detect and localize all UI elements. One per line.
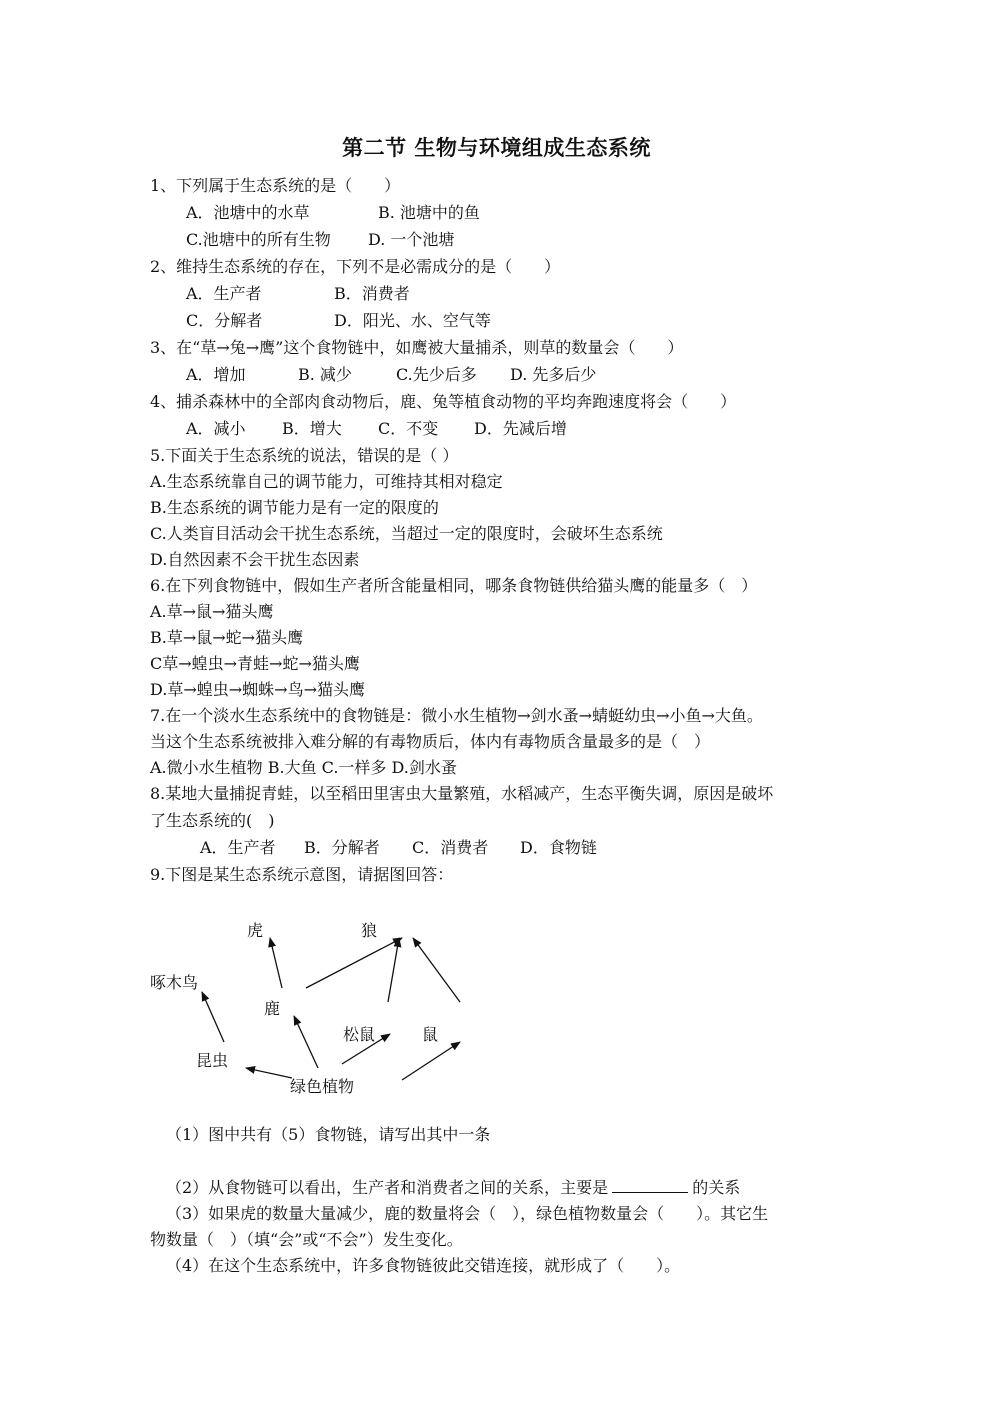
q1-option-b: B. 池塘中的鱼 (378, 203, 480, 222)
q7-stem-line1: 7.在一个淡水生态系统中的食物链是：微小水生植物→剑水蚤→蜻蜓幼虫→小鱼→大鱼。 (150, 706, 763, 725)
q8-option-b: B．分解者 (304, 838, 380, 857)
q9-sub2-blank (612, 1178, 688, 1193)
q5-option-a: A.生态系统靠自己的调节能力，可维持其相对稳定 (150, 472, 503, 491)
q5-stem: 5.下面关于生态系统的说法，错误的是（ ） (150, 446, 459, 465)
q3-option-b: B. 减少 (298, 365, 352, 384)
q5-option-b: B.生态系统的调节能力是有一定的限度的 (150, 498, 439, 517)
node-deer: 鹿 (264, 999, 281, 1018)
q3-option-d: D. 先多后少 (510, 365, 597, 384)
q1-stem: 1、下列属于生态系统的是（ ） (150, 176, 401, 195)
q6-option-d: D.草→蝗虫→蜘蛛→鸟→猫头鹰 (150, 680, 365, 699)
q9-stem: 9.下图是某生态系统示意图，请据图回答： (150, 865, 454, 884)
node-woodpecker: 啄木鸟 (150, 973, 199, 992)
arrow-plants-to-mouse (402, 1042, 460, 1080)
q4-option-b: B．增大 (282, 419, 342, 438)
q1-option-d: D. 一个池塘 (368, 230, 455, 249)
q6-option-a: A.草→鼠→猫头鹰 (150, 602, 274, 621)
q1-option-c: C.池塘中的所有生物 (186, 230, 331, 249)
q9-sub2 (166, 1177, 740, 1199)
q2-option-b: B．消费者 (334, 284, 410, 303)
q6-option-b: B.草→鼠→蛇→猫头鹰 (150, 628, 304, 647)
q6-option-c: C草→蝗虫→青蛙→蛇→猫头鹰 (150, 654, 360, 673)
q5-option-d: D.自然因素不会干扰生态因素 (150, 550, 360, 569)
q2-option-c: C．分解者 (186, 311, 263, 330)
q5-option-c: C.人类盲目活动会干扰生态系统，当超过一定的限度时，会破坏生态系统 (150, 524, 663, 543)
node-insect: 昆虫 (196, 1051, 229, 1070)
q2-stem: 2、维持生态系统的存在，下列不是必需成分的是（ ） (150, 257, 561, 276)
arrow-plants-to-deer (294, 1016, 318, 1068)
arrow-plants-to-insect (246, 1068, 292, 1078)
node-tiger: 虎 (247, 921, 264, 940)
q1-option-a: A．池塘中的水草 (186, 203, 310, 222)
q9-sub1: （1）图中共有（5）食物链，请写出其中一条 (166, 1125, 491, 1144)
q8-option-c: C．消费者 (412, 838, 489, 857)
q7-stem-line2: 当这个生态系统被排入难分解的有毒物质后，体内有毒物质含量最多的是（ ） (150, 732, 711, 751)
food-web-diagram (140, 900, 500, 1100)
arrow-insect-to-woodpecker (202, 992, 224, 1042)
q4-option-a: A．减小 (186, 419, 246, 438)
node-mouse: 鼠 (422, 1025, 439, 1044)
arrow-squirrel-to-wolf (388, 938, 399, 1002)
q3-option-a: A．增加 (186, 365, 246, 384)
q6-stem: 6.在下列食物链中，假如生产者所含能量相同，哪条食物链供给猫头鹰的能量多（ ） (150, 576, 758, 595)
q9-sub2-text: （2）从食物链可以看出，生产者和消费者之间的关系，主要是 (166, 1178, 609, 1197)
node-wolf: 狼 (361, 921, 378, 940)
q8-option-d: D．食物链 (520, 838, 597, 857)
node-squirrel: 松鼠 (343, 1025, 376, 1044)
q7-options: A.微小水生植物 B.大鱼 C.一样多 D.剑水蚤 (150, 758, 457, 777)
q9-sub2-suffix: 的关系 (692, 1178, 741, 1197)
arrow-mouse-to-wolf (413, 938, 460, 1002)
q4-option-c: C．不变 (378, 419, 439, 438)
arrow-deer-to-tiger (270, 938, 282, 988)
food-web-arrows (140, 900, 500, 1100)
q8-stem-line2: 了生态系统的( ) (150, 811, 275, 830)
node-plants: 绿色植物 (290, 1077, 355, 1096)
q3-option-c: C.先少后多 (396, 365, 477, 384)
q3-stem: 3、在“草→兔→鹰”这个食物链中，如鹰被大量捕杀，则草的数量会（ ） (150, 338, 684, 357)
q4-option-d: D．先减后增 (474, 419, 567, 438)
q4-stem: 4、捕杀森林中的全部肉食动物后，鹿、兔等植食动物的平均奔跑速度将会（ ） (150, 392, 737, 411)
q9-sub3-line1: （3）如果虎的数量大量减少，鹿的数量将会（ ），绿色植物数量会（ ）。其它生 (166, 1204, 769, 1223)
q9-sub4: （4）在这个生态系统中，许多食物链彼此交错连接，就形成了（ ）。 (166, 1256, 681, 1275)
arrow-deer-to-wolf (306, 938, 402, 988)
q8-stem-line1: 8.某地大量捕捉青蛙，以至稻田里害虫大量繁殖，水稻减产，生态平衡失调，原因是破坏 (150, 784, 774, 803)
q9-sub3-line2: 物数量（ ）（填“会”或“不会”）发生变化。 (150, 1230, 463, 1249)
q2-option-d: D．阳光、水、空气等 (334, 311, 491, 330)
page-title: 第二节 生物与环境组成生态系统 (342, 135, 651, 160)
q2-option-a: A．生产者 (186, 284, 262, 303)
q8-option-a: A．生产者 (200, 838, 276, 857)
